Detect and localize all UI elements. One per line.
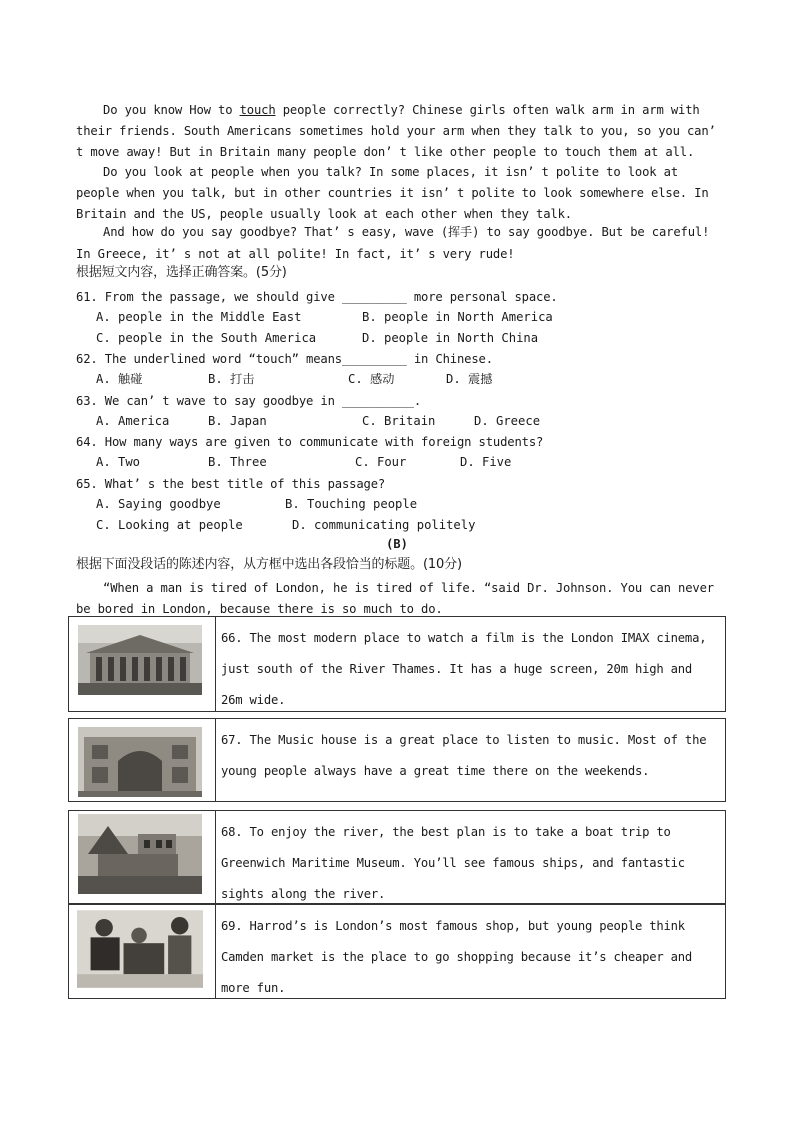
q65-option-b[interactable]: B. Touching people bbox=[285, 497, 418, 511]
question-61: 61. From the passage, we should give _________ more personal space. bbox=[76, 290, 558, 304]
people-shopping-photo bbox=[77, 909, 203, 989]
passage-paragraph-1 bbox=[76, 100, 716, 162]
q61-option-b[interactable]: B. people in North America bbox=[362, 310, 553, 324]
building-photo bbox=[77, 625, 203, 695]
q62-option-c[interactable]: C. 感动 bbox=[348, 372, 395, 386]
question-62: 62. The underlined word “touch” means_________ in Chinese. bbox=[76, 352, 493, 366]
q62-option-d[interactable]: D. 震撼 bbox=[446, 372, 493, 386]
table-row-66-text: 66. The most modern place to watch a film is the London IMAX cinema, just south of the River Thames. It has a huge screen, 20m high and 26m wide. bbox=[221, 631, 707, 707]
table-image-cell bbox=[69, 719, 216, 801]
passage-paragraph-3-line-1: And how do you say goodbye? That’ s easy, wave (挥手) to say goodbye. But be careful! bbox=[103, 225, 710, 239]
table-image-cell bbox=[69, 811, 216, 903]
table-row-67-text: 67. The Music house is a great place to listen to music. Most of the young people always have a great time there on the weekends. bbox=[221, 733, 707, 778]
q62-option-b[interactable]: B. 打击 bbox=[208, 372, 255, 386]
arch-building-photo bbox=[77, 727, 203, 797]
q61-option-a[interactable]: A. people in the Middle East bbox=[96, 310, 302, 324]
q64-option-c[interactable]: C. Four bbox=[355, 455, 407, 469]
q62-option-a[interactable]: A. 触碰 bbox=[96, 372, 143, 386]
q63-option-b[interactable]: B. Japan bbox=[208, 414, 267, 428]
q64-option-a[interactable]: A. Two bbox=[96, 455, 141, 469]
q65-option-c[interactable]: C. Looking at people bbox=[96, 518, 243, 532]
passage-paragraph-2 bbox=[76, 162, 716, 224]
q61-option-d[interactable]: D. people in North China bbox=[362, 331, 539, 345]
q64-option-b[interactable]: B. Three bbox=[208, 455, 267, 469]
p1-text-before: Do you know How to bbox=[103, 103, 240, 117]
river-boat-photo bbox=[77, 814, 203, 894]
underlined-word: touch bbox=[239, 103, 276, 117]
q63-option-a[interactable]: A. America bbox=[96, 414, 170, 428]
q63-option-d[interactable]: D. Greece bbox=[474, 414, 541, 428]
table-row-66 bbox=[68, 616, 726, 712]
p2-text: Do you look at people when you talk? In some places, it isn’ t polite to look at people when you talk, but in other countries it isn’ t polite to look somewhere else. In Britain and the US, people usually look at each other when they talk. bbox=[76, 165, 709, 221]
intro-b bbox=[76, 578, 716, 620]
section-b-heading: (B) bbox=[386, 537, 408, 551]
question-65: 65. What’ s the best title of this passage? bbox=[76, 477, 386, 491]
passage-paragraph-3-line-2: In Greece, it’ s not at all polite! In fact, it’ s very rude! bbox=[76, 247, 515, 261]
question-64: 64. How many ways are given to communicate with foreign students? bbox=[76, 435, 544, 449]
q65-option-d[interactable]: D. communicating politely bbox=[292, 518, 476, 532]
intro-b-text: “When a man is tired of London, he is tired of life. “said Dr. Johnson. You can never be bored in London, because there is so much to do. bbox=[76, 581, 714, 616]
q64-option-d[interactable]: D. Five bbox=[460, 455, 512, 469]
p1-text-after: people correctly? Chinese girls often walk arm in arm with their friends. South Americans sometimes hold your arm when they talk to you, so you can’ t move away! But in Britain many people don’ t like other people to touch them at all. bbox=[76, 103, 716, 159]
table-row-68-text: 68. To enjoy the river, the best plan is to take a boat trip to Greenwich Maritime Museum. You’ll see famous ships, and fantastic sights along the river. bbox=[221, 825, 685, 901]
q63-option-c[interactable]: C. Britain bbox=[362, 414, 436, 428]
table-image-cell bbox=[69, 617, 216, 711]
q61-option-c[interactable]: C. people in the South America bbox=[96, 331, 317, 345]
table-row-68 bbox=[68, 810, 726, 904]
q65-option-a[interactable]: A. Saying goodbye bbox=[96, 497, 221, 511]
instruction-a: 根据短文内容，选择正确答案。(5分) bbox=[76, 265, 287, 280]
table-row-69-text: 69. Harrod’s is London’s most famous shop, but young people think Camden market is the place to go shopping because it’s cheaper and more fun. bbox=[221, 919, 693, 995]
table-row-69 bbox=[68, 904, 726, 999]
question-63: 63. We can’ t wave to say goodbye in __________. bbox=[76, 394, 421, 408]
instruction-b: 根据下面没段话的陈述内容，从方框中选出各段恰当的标题。(10分) bbox=[76, 557, 462, 572]
table-row-67 bbox=[68, 718, 726, 802]
table-image-cell bbox=[69, 905, 216, 998]
